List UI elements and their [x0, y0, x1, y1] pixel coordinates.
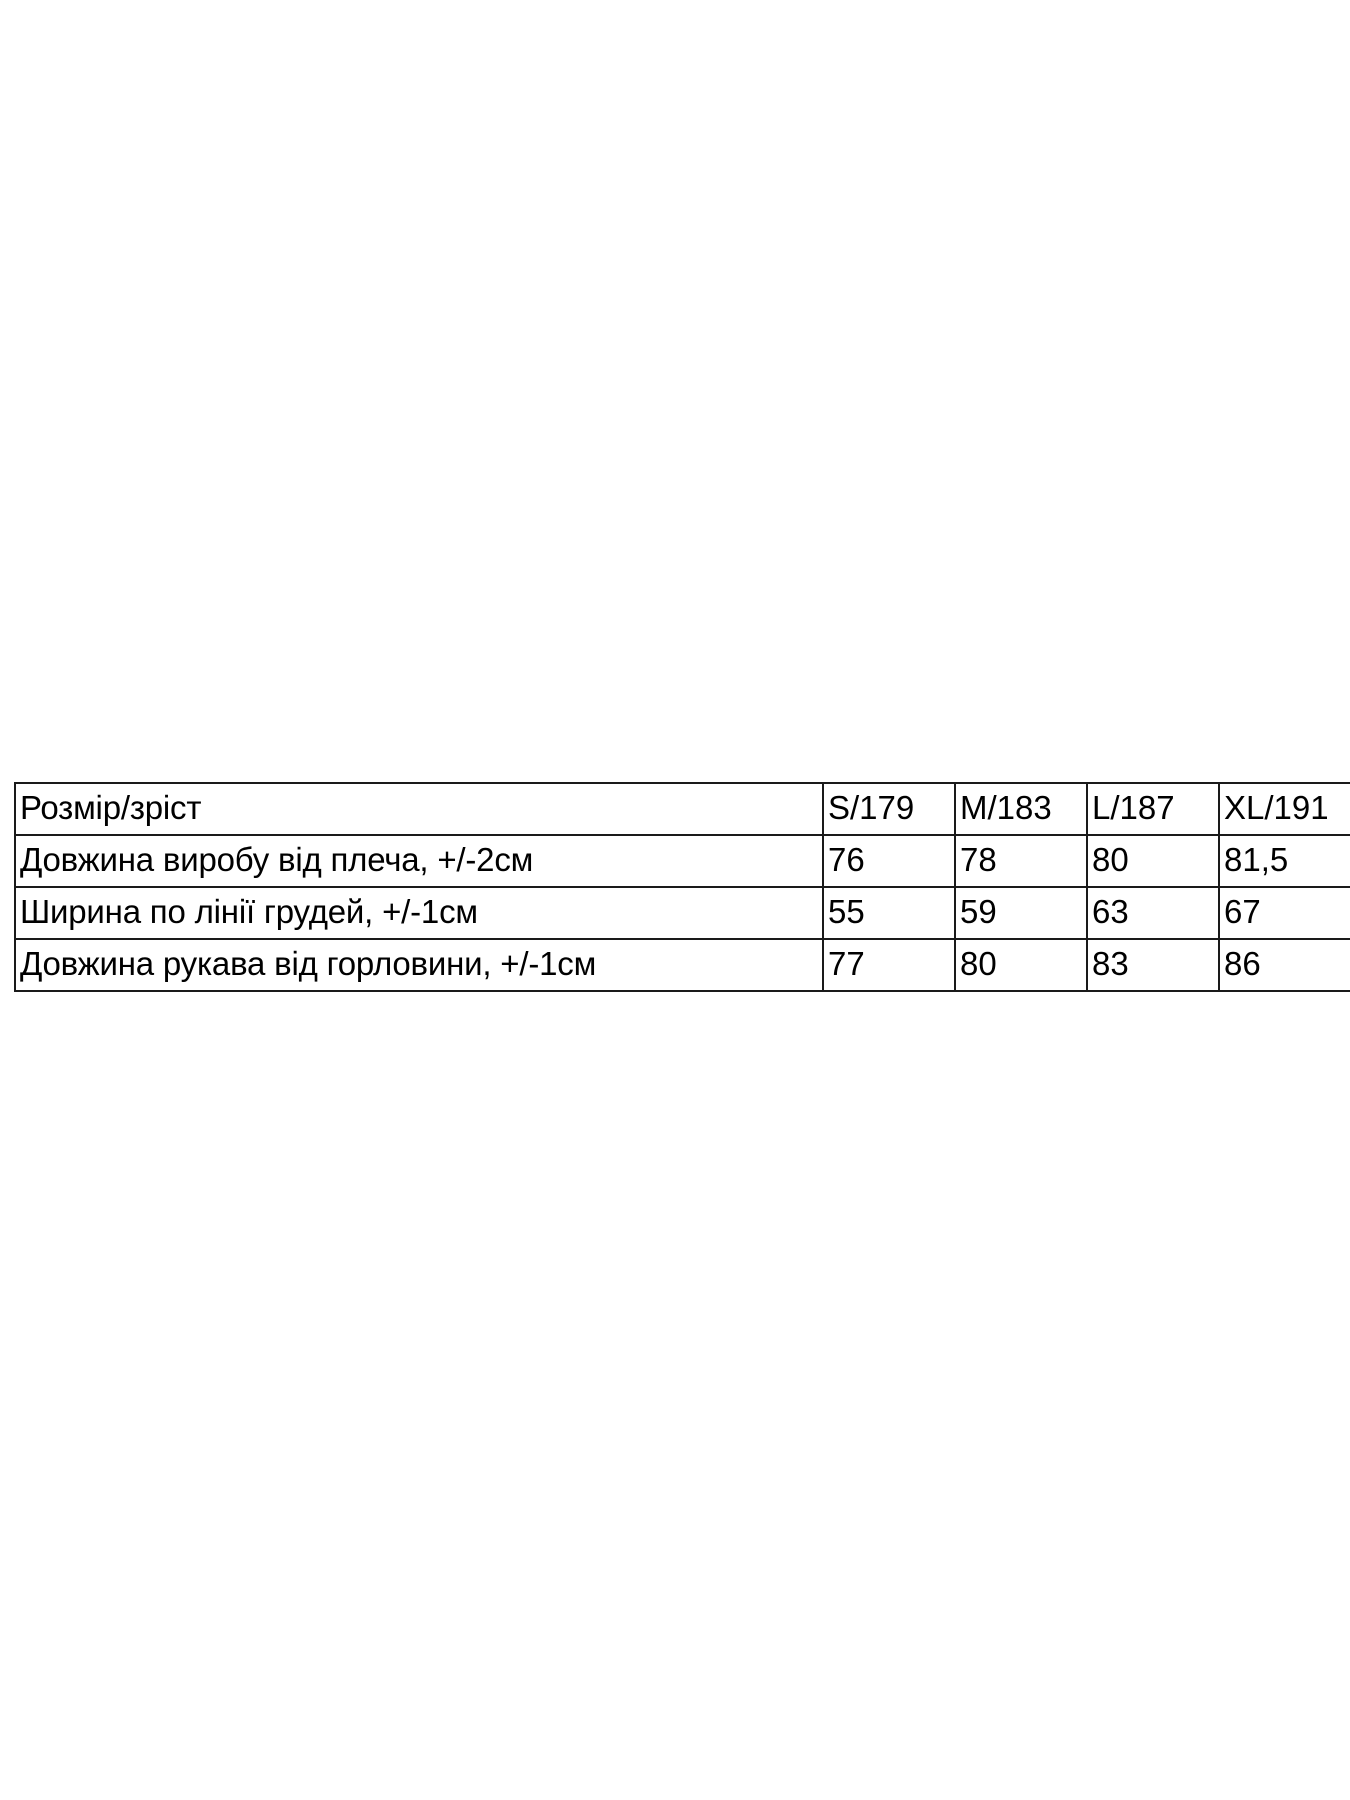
row-value: 63 [1087, 887, 1219, 939]
size-chart-container [14, 782, 1350, 992]
header-cell-measurement: Розмір/зріст [15, 783, 823, 835]
row-value: 55 [823, 887, 955, 939]
row-label: Ширина по лінії грудей, +/-1см [15, 887, 823, 939]
row-value: 78 [955, 835, 1087, 887]
row-value: 83 [1087, 939, 1219, 991]
header-cell-size-m: M/183 [955, 783, 1087, 835]
size-chart-table [14, 782, 1350, 992]
row-value: 67 [1219, 887, 1350, 939]
row-value: 76 [823, 835, 955, 887]
table-header-row [15, 783, 1350, 835]
row-label: Довжина виробу від плеча, +/-2см [15, 835, 823, 887]
row-value: 80 [955, 939, 1087, 991]
table-row [15, 939, 1350, 991]
header-cell-size-l: L/187 [1087, 783, 1219, 835]
row-value: 59 [955, 887, 1087, 939]
header-cell-size-s: S/179 [823, 783, 955, 835]
header-cell-size-xl: XL/191 [1219, 783, 1350, 835]
row-value: 86 [1219, 939, 1350, 991]
row-value: 77 [823, 939, 955, 991]
row-label: Довжина рукава від горловини, +/-1см [15, 939, 823, 991]
table-row [15, 887, 1350, 939]
row-value: 80 [1087, 835, 1219, 887]
row-value: 81,5 [1219, 835, 1350, 887]
table-row [15, 835, 1350, 887]
